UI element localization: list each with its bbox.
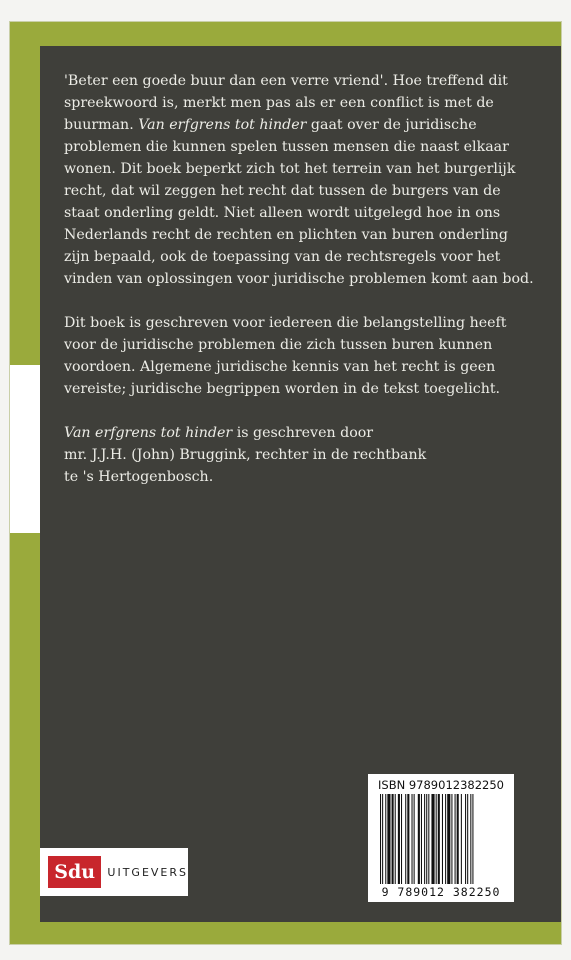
barcode-bar <box>382 794 383 884</box>
barcode-bar <box>392 794 394 884</box>
barcode-bar <box>398 794 400 884</box>
barcode-bar <box>426 794 427 884</box>
barcode-bar <box>442 794 443 884</box>
barcode-bar <box>447 794 450 884</box>
spine-white-strip <box>10 365 40 533</box>
barcode-bar <box>455 794 456 884</box>
barcode-bar <box>412 794 413 884</box>
author-name-line: mr. J.J.H. (John) Bruggink, rechter in de rechtbank <box>64 447 427 463</box>
barcode-box <box>368 774 514 902</box>
barcode-bar <box>407 794 409 884</box>
barcode-bar <box>395 794 396 884</box>
barcode-bar <box>401 794 402 884</box>
isbn-digits: 9 789012 382250 <box>381 885 501 899</box>
barcode-bar <box>385 794 386 884</box>
publisher-name: UITGEVERS <box>107 865 188 879</box>
barcode-bar <box>421 794 422 884</box>
blurb-text <box>64 70 534 510</box>
book-title-italic: Van erfgrens tot hinder <box>138 117 307 133</box>
barcode-bar <box>428 794 429 884</box>
barcode-bars <box>380 794 506 884</box>
barcode-bar <box>470 794 471 884</box>
barcode-bar <box>451 794 452 884</box>
isbn-label: ISBN 9789012382250 <box>378 778 504 792</box>
barcode-bar <box>438 794 440 884</box>
barcode-bar <box>380 794 381 884</box>
barcode-bar <box>431 794 434 884</box>
blurb-paragraph-2: Dit boek is geschreven voor iedereen die belangstelling heeft voor de juridische problemen die zich tussen buren kunnen voordoen. Algemene juridische kennis van het recht is geen vereiste; juridische begrippen worden in de tekst toegelicht. <box>64 315 507 397</box>
barcode-bar <box>424 794 425 884</box>
book-title-italic-2: Van erfgrens tot hinder <box>64 425 233 441</box>
publisher-logo <box>40 848 188 896</box>
barcode-bar <box>405 794 406 884</box>
blurb-paragraph-3 <box>64 422 534 488</box>
barcode-bar <box>387 794 390 884</box>
author-location-line: te 's Hertogenbosch. <box>64 469 214 485</box>
barcode-bar <box>418 794 420 884</box>
barcode-bar <box>467 794 468 884</box>
barcode-bar <box>457 794 459 884</box>
barcode-bar <box>445 794 446 884</box>
publisher-mark: Sdu <box>48 856 101 888</box>
blurb-p1-body: gaat over de juridische problemen die kunnen spelen tussen mensen die naast elkaar wonen. Dit boek beperkt zich tot het terrein van het burgerlijk recht, dat wil zeggen het recht dat tussen de burgers van de staat onderling geldt. Niet alleen wordt uitgelegd hoe in ons Nederlands recht de rechten en plichten van buren onderling zijn bepaald, ook de toepassing van de rechtsregels voor het vinden van oplossingen voor juridische problemen komt aan bod. <box>64 117 534 287</box>
barcode-bar <box>436 794 437 884</box>
barcode-bar <box>465 794 466 884</box>
author-intro: is geschreven door <box>232 425 374 441</box>
barcode-bar <box>414 794 415 884</box>
blurb-p1-intro: 'Beter een goede buur dan een verre vriend'. Hoe treffend dit spreekwoord is, merkt men pas als er een conflict is met de buurman. <box>64 73 508 133</box>
barcode-bar <box>472 794 473 884</box>
barcode-bar <box>461 794 462 884</box>
blurb-paragraph-1 <box>64 70 534 290</box>
